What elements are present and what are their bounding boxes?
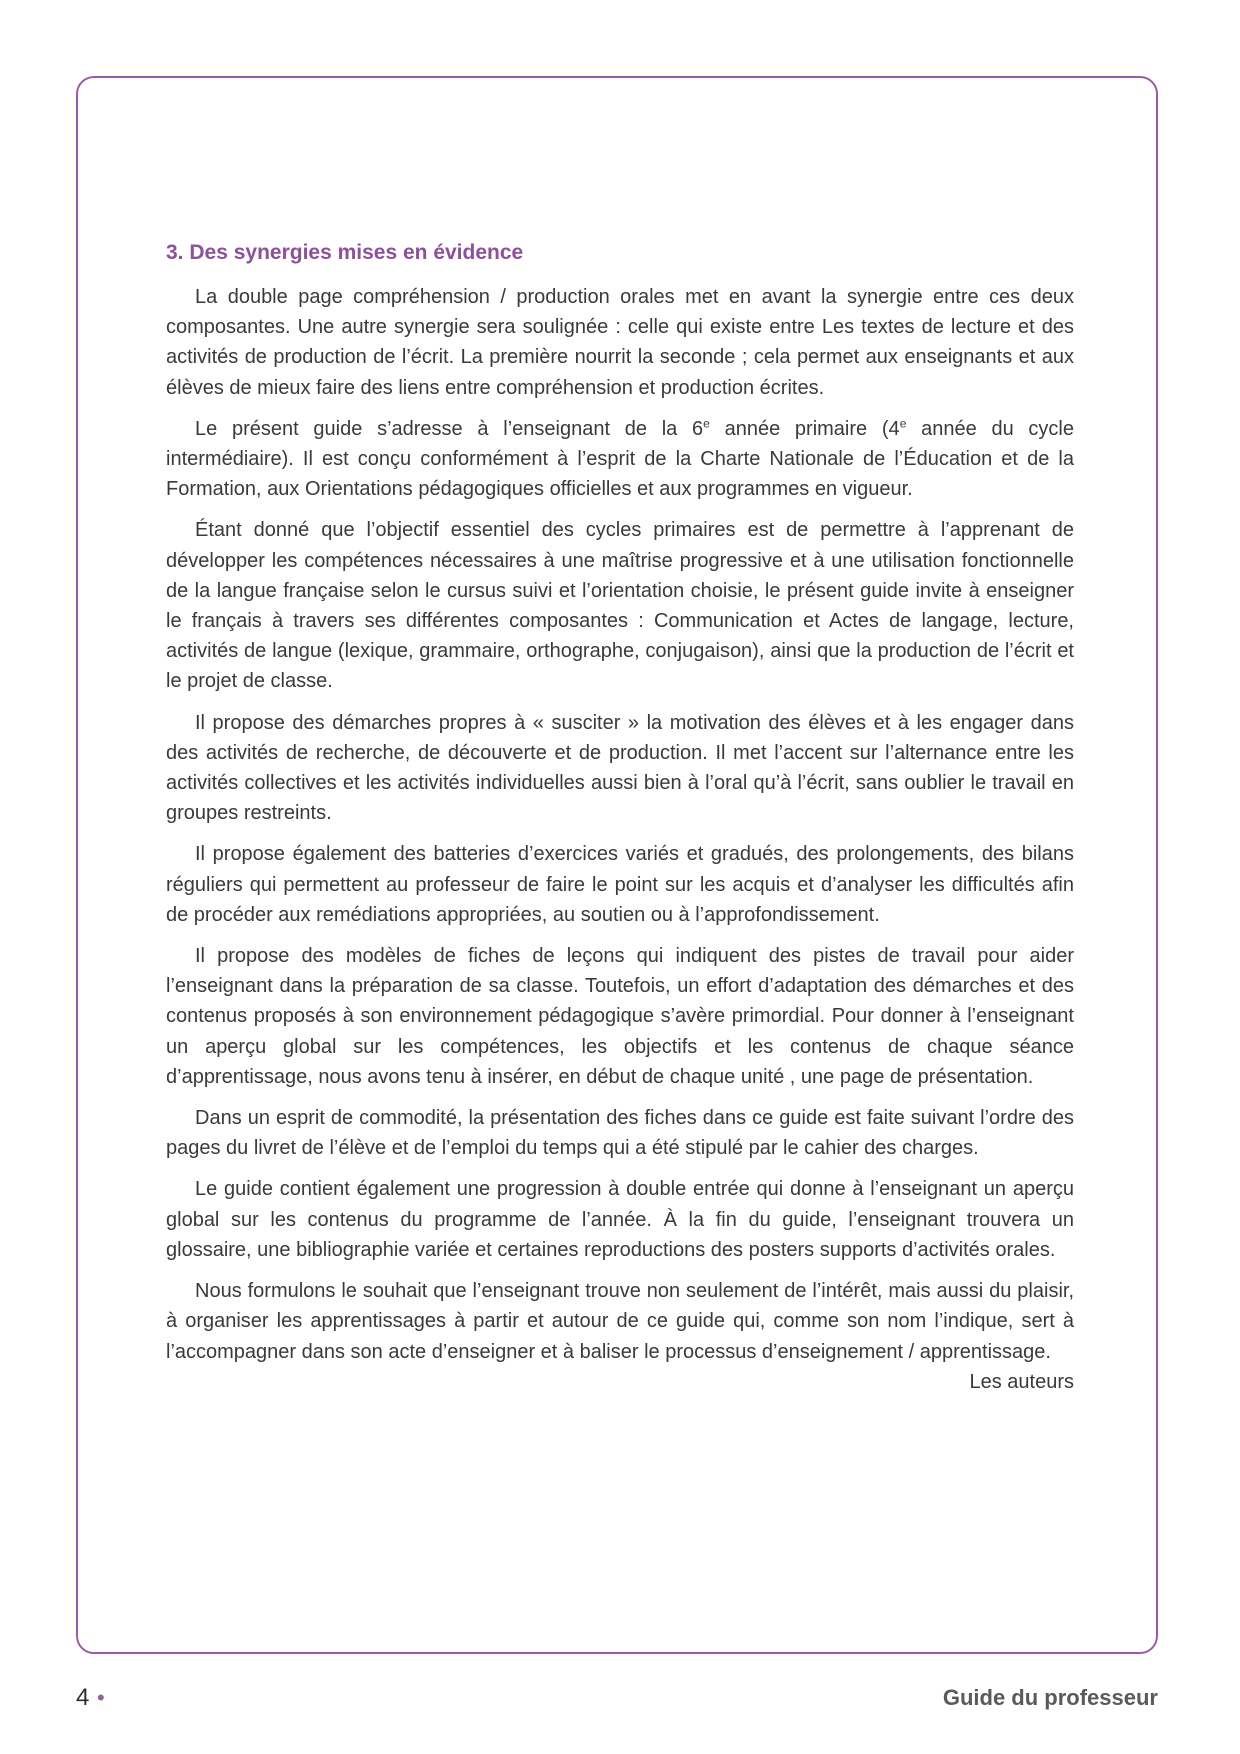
- paragraph-1: La double page compréhension / production orales met en avant la synergie entre ces deux composantes. Une autre synergie sera soulignée : celle qui existe entre Les textes de lecture et des activités de production de l’écrit. La première nourrit la seconde ; cela permet aux enseignants et aux élèves de mieux faire des liens entre compréhension et production écrites.: [166, 286, 1074, 399]
- paragraph-4: Il propose des démarches propres à « susciter » la motivation des élèves et à les engager dans des activités de recherche, de découverte et de production. Il met l’accent sur l’alternance entre les activités collectives et les activités individuelles aussi bien à l’oral qu’à l’écrit, sans oublier le travail en groupes restreints.: [166, 711, 1074, 825]
- bullet-dot-icon: •: [97, 1685, 105, 1710]
- paragraph-3: Étant donné que l’objectif essentiel des cycles primaires est de permettre à l’apprenant de développer les compétences nécessaires à une maîtrise progressive et à une utilisation fonctionnelle de la langue française selon le cursus suivi et l’orientation choisie, le présent guide invite à enseigner le français à travers ses différentes composantes : Communication et Actes de langage, lecture, activités de langue (lexique, grammaire, orthographe, conjugaison), ainsi que la production de l’écrit et le projet de classe.: [166, 519, 1074, 693]
- superscript-e-1: e: [703, 416, 710, 431]
- paragraph-8: Le guide contient également une progression à double entrée qui donne à l’enseignant un aperçu global sur les contenus du programme de l’année. À la fin du guide, l’enseignant trouvera un glossaire, une bibliographie variée et certaines reproductions des posters supports d’activités orales.: [166, 1178, 1074, 1261]
- paragraph-2-part3: année du cycle intermédiaire). Il est conçu conformément à l’esprit de la Charte Nationale de l’Éducation et de la Formation, aux Orientations pédagogiques officielles et aux programmes en vigueur.: [166, 417, 1074, 501]
- section-heading: 3. Des synergies mises en évidence: [166, 241, 524, 264]
- paragraph-9: Nous formulons le souhait que l’enseignant trouve non seulement de l’intérêt, mais aussi du plaisir, à organiser les apprentissages à partir et autour de ce guide qui, comme son nom l’indique, sert à l’accompagner dans son acte d’enseigner et à baliser le processus d’enseignement / apprentissage.: [166, 1280, 1074, 1363]
- page-number: 4: [76, 1684, 90, 1711]
- signature: Les auteurs: [969, 1370, 1074, 1393]
- footer-title: Guide du professeur: [942, 1685, 1158, 1710]
- paragraph-6: Il propose des modèles de fiches de leçons qui indiquent des pistes de travail pour aider l’enseignant dans la préparation de sa classe. Toutefois, un effort d’adaptation des démarches et des contenus proposés à son environnement pédagogique s’avère primordial. Pour donner à l’enseignant un aperçu global sur les compétences, les objectifs et les contenus de chaque séance d’apprentissage, nous avons tenu à insérer, en début de chaque unité , une page de présentation.: [166, 945, 1074, 1088]
- paragraph-2-part2: année primaire (4: [709, 417, 900, 440]
- paragraph-5: Il propose également des batteries d’exercices variés et gradués, des prolongements, des bilans réguliers qui permettent au professeur de faire le point sur les acquis et d’analyser les difficultés afin de procéder aux remédiations appropriées, au soutien ou à l’approfondissement.: [166, 843, 1074, 926]
- main-content: [166, 238, 1074, 1397]
- paragraph-2: [166, 414, 1074, 505]
- paragraph-7: Dans un esprit de commodité, la présentation des fiches dans ce guide est faite suivant l’ordre des pages du livret de l’élève et de l’emploi du temps qui a été stipulé par le cahier des charges.: [166, 1107, 1074, 1160]
- superscript-e-2: e: [899, 416, 907, 431]
- paragraph-2-part1: Le présent guide s’adresse à l’enseignant de la 6: [195, 417, 704, 440]
